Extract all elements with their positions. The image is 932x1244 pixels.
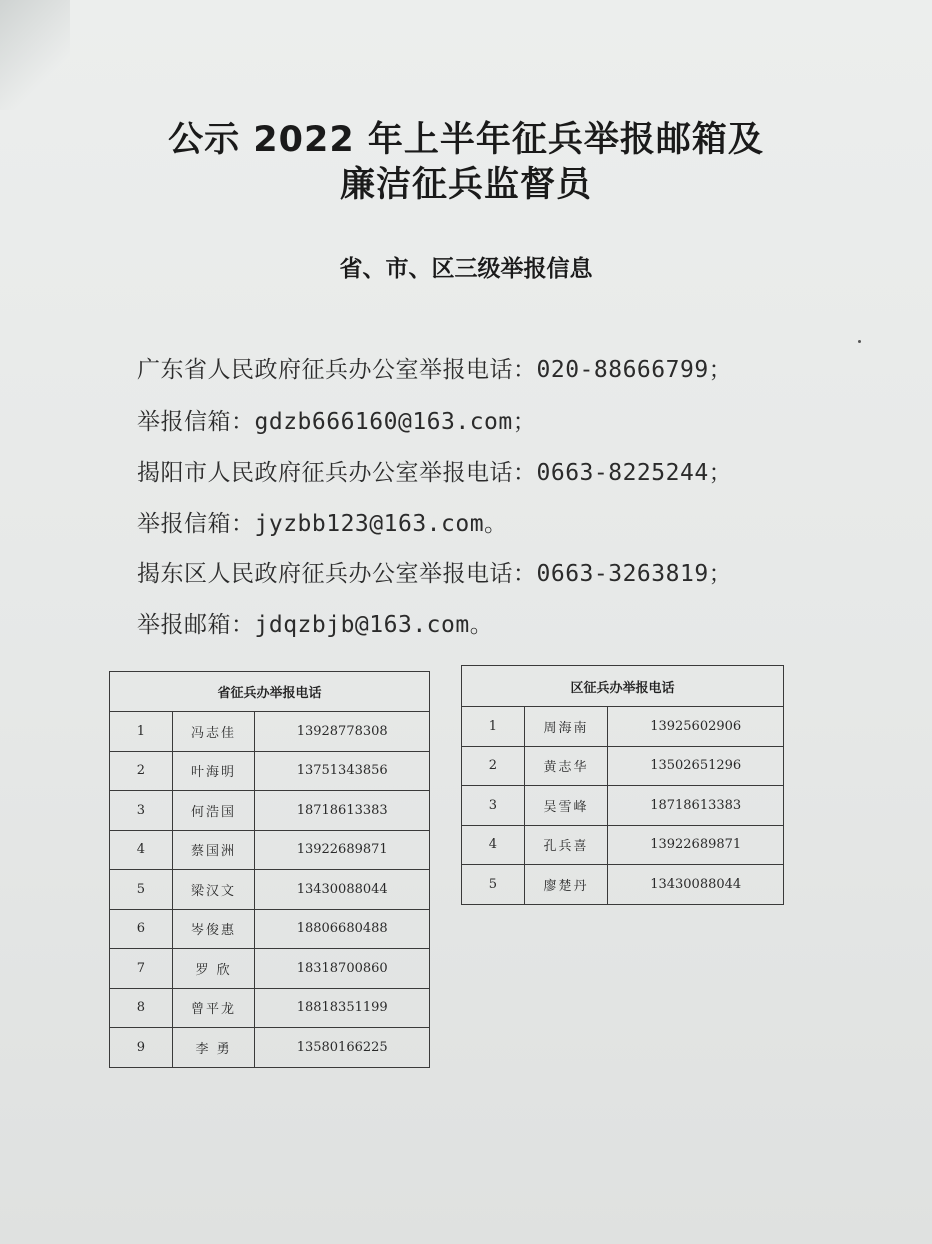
supervisor-name: 蔡国洲 (172, 830, 255, 870)
supervisor-name: 周海南 (524, 707, 608, 747)
table-row (110, 1028, 430, 1068)
supervisor-phone: 13502651296 (608, 746, 784, 786)
table-row (110, 751, 430, 791)
table-row (110, 712, 430, 752)
supervisor-phone: 18718613383 (608, 786, 784, 826)
supervisor-phone: 13430088044 (255, 870, 430, 910)
district-table-header: 区征兵办举报电话 (462, 666, 784, 707)
supervisor-phone: 18818351199 (255, 988, 430, 1028)
table-row (110, 909, 430, 949)
supervisor-name: 吴雪峰 (524, 786, 608, 826)
row-number: 6 (110, 909, 173, 949)
table-row (110, 830, 430, 870)
province-supervisor-table (109, 671, 430, 1068)
table-row (110, 870, 430, 910)
info-line-province-email: 举报信箱：gdzb666160@163.com； (137, 409, 537, 435)
paper-corner-shadow (0, 0, 70, 110)
table-row (462, 865, 784, 905)
info-line-district-phone: 揭东区人民政府征兵办公室举报电话：0663-3263819； (137, 561, 733, 587)
supervisor-name: 岑俊惠 (172, 909, 255, 949)
document-title-line-1: 公示 2022 年上半年征兵举报邮箱及 (168, 120, 764, 160)
table-row (462, 746, 784, 786)
supervisor-phone: 13430088044 (608, 865, 784, 905)
info-line-district-email: 举报邮箱：jdqzbjb@163.com。 (137, 612, 494, 638)
supervisor-phone: 13928778308 (255, 712, 430, 752)
table-row (110, 949, 430, 989)
row-number: 8 (110, 988, 173, 1028)
document-subtitle: 省、市、区三级举报信息 (339, 256, 593, 282)
supervisor-name: 冯志佳 (172, 712, 255, 752)
row-number: 2 (110, 751, 173, 791)
row-number: 4 (110, 830, 173, 870)
table-row (110, 791, 430, 831)
info-line-province-phone: 广东省人民政府征兵办公室举报电话：020-88666799； (137, 357, 733, 383)
supervisor-name: 何浩国 (172, 791, 255, 831)
supervisor-phone: 13922689871 (255, 830, 430, 870)
info-line-city-email: 举报信箱：jyzbb123@163.com。 (137, 511, 508, 537)
row-number: 3 (110, 791, 173, 831)
table-row (110, 988, 430, 1028)
table-row (462, 825, 784, 865)
paper-speck (858, 340, 861, 343)
info-line-city-phone: 揭阳市人民政府征兵办公室举报电话：0663-8225244； (137, 460, 733, 486)
supervisor-name: 廖楚丹 (524, 865, 608, 905)
supervisor-name: 李 勇 (172, 1028, 255, 1068)
supervisor-phone: 13925602906 (608, 707, 784, 747)
row-number: 1 (462, 707, 525, 747)
row-number: 9 (110, 1028, 173, 1068)
province-table-header: 省征兵办举报电话 (110, 672, 430, 712)
supervisor-phone: 18718613383 (255, 791, 430, 831)
supervisor-phone: 18806680488 (255, 909, 430, 949)
row-number: 1 (110, 712, 173, 752)
supervisor-name: 黄志华 (524, 746, 608, 786)
table-row (462, 707, 784, 747)
supervisor-phone: 18318700860 (255, 949, 430, 989)
supervisor-name: 叶海明 (172, 751, 255, 791)
row-number: 2 (462, 746, 525, 786)
supervisor-name: 梁汉文 (172, 870, 255, 910)
row-number: 5 (462, 865, 525, 905)
district-supervisor-table (461, 665, 784, 905)
row-number: 3 (462, 786, 525, 826)
document-title-line-2: 廉洁征兵监督员 (339, 165, 592, 205)
supervisor-name: 曾平龙 (172, 988, 255, 1028)
row-number: 5 (110, 870, 173, 910)
supervisor-name: 罗 欣 (172, 949, 255, 989)
supervisor-phone: 13580166225 (255, 1028, 430, 1068)
table-row (462, 786, 784, 826)
supervisor-phone: 13751343856 (255, 751, 430, 791)
supervisor-phone: 13922689871 (608, 825, 784, 865)
row-number: 4 (462, 825, 525, 865)
supervisor-name: 孔兵喜 (524, 825, 608, 865)
row-number: 7 (110, 949, 173, 989)
